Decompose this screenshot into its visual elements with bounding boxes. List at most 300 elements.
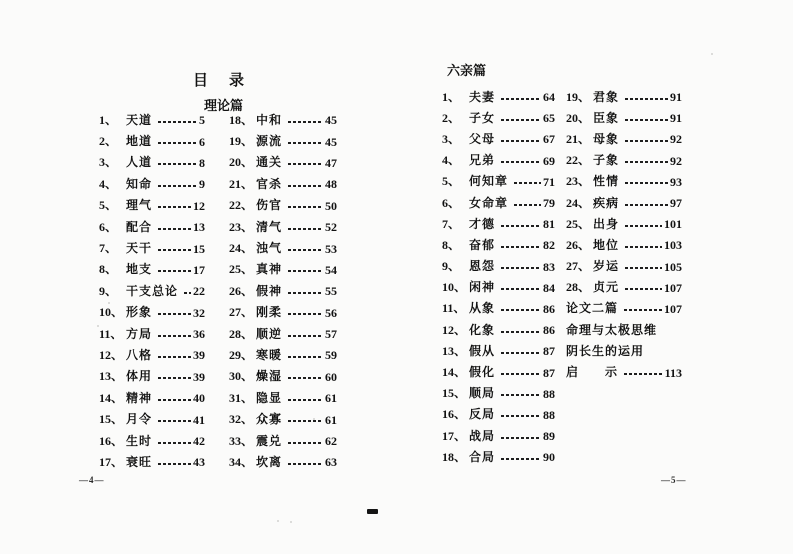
toc-entry [99, 387, 205, 408]
dash-leader [158, 335, 191, 337]
page-number-right: —5— [661, 475, 687, 485]
entry-title: 父母 [469, 131, 496, 146]
entry-number: 21、 [566, 131, 591, 146]
entry-page: 89 [543, 429, 555, 444]
entry-title: 论文二篇 [566, 301, 619, 316]
entry-page: 88 [543, 386, 555, 401]
entry-number: 15、 [99, 412, 124, 427]
entry-page: 88 [543, 407, 555, 422]
entry-number: 18、 [229, 112, 254, 127]
dash-leader [158, 163, 197, 165]
entry-title: 假从 [469, 343, 496, 358]
entry-number: 26、 [566, 237, 591, 252]
entry-page: 48 [325, 177, 337, 192]
entry-title: 清气 [256, 219, 283, 234]
entry-page: 32 [193, 305, 205, 320]
entry-title: 战局 [469, 428, 496, 443]
entry-page: 52 [325, 220, 337, 235]
entry-page: 67 [543, 132, 555, 147]
entry-title: 知命 [126, 176, 153, 191]
entry-title: 地道 [126, 134, 153, 149]
entry-number: 28、 [566, 280, 591, 295]
toc-entry [229, 302, 337, 323]
section-header-theory: 理论篇 [204, 98, 244, 113]
entry-title: 假化 [469, 365, 496, 380]
entry-number: 19、 [229, 134, 254, 149]
toc-entry [566, 319, 682, 340]
toc-entry [229, 430, 337, 451]
entry-page: 81 [543, 217, 555, 232]
toc-entry [99, 323, 205, 344]
toc-entry [566, 298, 682, 319]
dash-leader [288, 249, 323, 251]
entry-number: 2、 [99, 134, 118, 149]
entry-number: 14、 [442, 365, 467, 380]
entry-number: 4、 [99, 176, 118, 191]
entry-title: 月令 [126, 412, 153, 427]
dash-leader [625, 225, 662, 227]
entry-page: 61 [325, 391, 337, 406]
entry-page: 86 [543, 301, 555, 316]
entry-title: 八格 [126, 347, 153, 362]
dash-leader [158, 463, 191, 465]
toc-entry [566, 150, 682, 171]
entry-title: 地位 [593, 237, 620, 252]
toc-entry [442, 446, 555, 467]
entry-page: 55 [325, 284, 337, 299]
entry-page: 101 [664, 217, 682, 232]
entry-page: 107 [664, 301, 682, 316]
toc-entry [229, 451, 337, 472]
entry-title: 顺逆 [256, 326, 283, 341]
entry-page: 17 [193, 262, 205, 277]
toc-entry [99, 366, 205, 387]
toc-entry [229, 130, 337, 151]
toc-entry [566, 192, 682, 213]
toc-entry [99, 344, 205, 365]
toc-entry [442, 171, 555, 192]
entry-title: 何知章 [469, 174, 509, 189]
toc-entry [566, 277, 682, 298]
left-page-column-2 [229, 109, 337, 473]
toc-entry [99, 109, 205, 130]
entry-title: 从象 [469, 301, 496, 316]
toc-entry [229, 259, 337, 280]
entry-page: 59 [325, 348, 337, 363]
entry-number: 22、 [566, 153, 591, 168]
entry-page: 86 [543, 323, 555, 338]
entry-title: 母象 [593, 131, 620, 146]
entry-title: 理气 [126, 198, 153, 213]
right-page-column-2 [566, 86, 682, 383]
entry-title: 地支 [126, 262, 153, 277]
dash-leader [288, 463, 323, 465]
dash-leader [624, 309, 662, 311]
toc-entry [566, 128, 682, 149]
toc-entry [566, 256, 682, 277]
dash-leader [158, 399, 191, 401]
entry-number: 23、 [566, 174, 591, 189]
toc-entry [442, 277, 555, 298]
entry-page: 42 [193, 434, 205, 449]
entry-title: 奋郁 [469, 237, 496, 252]
scan-speck [277, 520, 279, 522]
entry-title: 真神 [256, 262, 283, 277]
toc-entry [566, 107, 682, 128]
toc-entry [229, 366, 337, 387]
entry-page: 13 [193, 220, 205, 235]
entry-page: 65 [543, 111, 555, 126]
entry-title: 人道 [126, 155, 153, 170]
entry-number: 4、 [442, 153, 461, 168]
entry-title: 女命章 [469, 195, 509, 210]
dash-leader [625, 98, 668, 100]
entry-title: 形象 [126, 305, 153, 320]
dash-leader [158, 420, 191, 422]
entry-page: 40 [193, 391, 205, 406]
entry-number: 12、 [99, 347, 124, 362]
entry-title: 假神 [256, 283, 283, 298]
entry-title: 精神 [126, 390, 153, 405]
entry-title: 启 示 [566, 365, 619, 380]
dash-leader [158, 121, 197, 123]
entry-number: 9、 [99, 283, 118, 298]
entry-page: 92 [670, 153, 682, 168]
entry-title: 兄弟 [469, 153, 496, 168]
scan-speck [290, 521, 292, 523]
entry-page: 87 [543, 365, 555, 380]
dash-leader [158, 313, 191, 315]
dash-leader [288, 228, 323, 230]
entry-page: 113 [664, 365, 682, 380]
entry-title: 阴长生的运用 [566, 343, 645, 358]
entry-title: 震兑 [256, 433, 283, 448]
entry-page: 92 [670, 132, 682, 147]
entry-number: 6、 [442, 195, 461, 210]
toc-entry [99, 216, 205, 237]
entry-title: 通关 [256, 155, 283, 170]
toc-entry [229, 195, 337, 216]
entry-page: 93 [670, 174, 682, 189]
toc-entry [442, 361, 555, 382]
toc-entry [99, 408, 205, 429]
toc-entry [442, 107, 555, 128]
section-header-six-relations: 六亲篇 [447, 63, 487, 78]
entry-page: 39 [193, 369, 205, 384]
dash-leader [501, 267, 541, 269]
entry-number: 34、 [229, 454, 254, 469]
dash-leader [158, 206, 191, 208]
toc-entry [229, 152, 337, 173]
toc-entry [99, 302, 205, 323]
dash-leader [625, 119, 668, 121]
toc-entry [99, 195, 205, 216]
entry-number: 2、 [442, 110, 461, 125]
entry-page: 63 [325, 455, 337, 470]
entry-title: 夫妻 [469, 89, 496, 104]
dash-leader [624, 373, 663, 375]
entry-number: 23、 [229, 219, 254, 234]
entry-title: 才德 [469, 216, 496, 231]
entry-page: 45 [325, 113, 337, 128]
dash-leader [288, 121, 323, 123]
toc-entry [229, 173, 337, 194]
entry-number: 13、 [99, 369, 124, 384]
entry-number: 7、 [99, 241, 118, 256]
entry-page: 45 [325, 134, 337, 149]
dash-leader [184, 292, 191, 294]
toc-entry [229, 323, 337, 344]
entry-page: 62 [325, 434, 337, 449]
entry-title: 天道 [126, 112, 153, 127]
entry-number: 13、 [442, 343, 467, 358]
entry-page: 91 [670, 90, 682, 105]
dash-leader [625, 288, 662, 290]
ink-mark [367, 509, 378, 514]
dash-leader [501, 331, 541, 333]
toc-entry [99, 152, 205, 173]
toc-entry [442, 383, 555, 404]
entry-title: 寒暖 [256, 347, 283, 362]
entry-page: 90 [543, 450, 555, 465]
entry-page: 107 [664, 280, 682, 295]
entry-number: 33、 [229, 433, 254, 448]
entry-number: 12、 [442, 322, 467, 337]
toc-entry [566, 86, 682, 107]
entry-title: 天干 [126, 241, 153, 256]
dash-leader [288, 356, 323, 358]
entry-title: 坎离 [256, 454, 283, 469]
entry-title: 合局 [469, 449, 496, 464]
entry-number: 28、 [229, 326, 254, 341]
entry-page: 91 [670, 111, 682, 126]
toc-title: 目 录 [193, 73, 248, 89]
entry-title: 子象 [593, 153, 620, 168]
entry-number: 11、 [99, 326, 123, 341]
entry-number: 20、 [566, 110, 591, 125]
dash-leader [288, 292, 323, 294]
entry-title: 方局 [126, 326, 153, 341]
entry-page: 79 [543, 196, 555, 211]
dash-leader [501, 140, 541, 142]
entry-title: 衰旺 [126, 454, 153, 469]
entry-title: 疾病 [593, 195, 620, 210]
entry-number: 5、 [99, 198, 118, 213]
right-page-column-1 [442, 86, 555, 467]
scan-speck [108, 302, 110, 304]
toc-entry [229, 280, 337, 301]
dash-leader [288, 442, 323, 444]
entry-title: 干支总论 [126, 283, 179, 298]
toc-entry [229, 344, 337, 365]
dash-leader [625, 246, 662, 248]
entry-number: 16、 [99, 433, 124, 448]
entry-number: 25、 [229, 262, 254, 277]
entry-title: 子女 [469, 110, 496, 125]
dash-leader [288, 163, 323, 165]
dash-leader [501, 288, 541, 290]
entry-number: 5、 [442, 174, 461, 189]
dash-leader [158, 249, 191, 251]
entry-title: 臣象 [593, 110, 620, 125]
entry-page: 69 [543, 153, 555, 168]
dash-leader [158, 142, 197, 144]
toc-entry [442, 425, 555, 446]
entry-title: 中和 [256, 112, 283, 127]
entry-number: 21、 [229, 176, 254, 191]
entry-page: 82 [543, 238, 555, 253]
entry-number: 31、 [229, 390, 254, 405]
dash-leader [625, 182, 668, 184]
dash-leader [288, 399, 323, 401]
dash-leader [501, 458, 541, 460]
entry-number: 29、 [229, 347, 254, 362]
toc-entry [442, 234, 555, 255]
entry-number: 6、 [99, 219, 118, 234]
entry-number: 27、 [566, 259, 591, 274]
entry-page: 105 [664, 259, 682, 274]
dash-leader [158, 228, 191, 230]
toc-entry [442, 192, 555, 213]
dash-leader [288, 142, 323, 144]
scan-speck [711, 53, 713, 55]
entry-number: 19、 [566, 89, 591, 104]
entry-title: 浊气 [256, 241, 283, 256]
entry-number: 8、 [442, 237, 461, 252]
entry-page: 41 [193, 412, 205, 427]
entry-page: 47 [325, 155, 337, 170]
entry-title: 生时 [126, 433, 153, 448]
toc-entry [442, 86, 555, 107]
dash-leader [501, 415, 541, 417]
entry-number: 1、 [442, 89, 461, 104]
toc-entry [566, 234, 682, 255]
dash-leader [158, 442, 191, 444]
dash-leader [501, 437, 541, 439]
entry-page: 15 [193, 241, 205, 256]
dash-leader [288, 335, 323, 337]
entry-page: 5 [199, 113, 205, 128]
dash-leader [158, 185, 197, 187]
toc-entry [229, 408, 337, 429]
toc-entry [99, 130, 205, 151]
entry-page: 53 [325, 241, 337, 256]
dash-leader [288, 420, 323, 422]
entry-page: 36 [193, 327, 205, 342]
entry-number: 1、 [99, 112, 118, 127]
toc-entry [566, 340, 682, 361]
entry-title: 岁运 [593, 259, 620, 274]
toc-entry [99, 237, 205, 258]
dash-leader [501, 373, 541, 375]
entry-number: 24、 [566, 195, 591, 210]
dash-leader [501, 119, 541, 121]
entry-number: 11、 [442, 301, 466, 316]
dash-leader [514, 182, 541, 184]
toc-entry [229, 216, 337, 237]
toc-entry [99, 430, 205, 451]
dash-leader [288, 270, 323, 272]
toc-entry [442, 340, 555, 361]
entry-number: 22、 [229, 198, 254, 213]
entry-title: 出身 [593, 216, 620, 231]
dash-leader [501, 161, 541, 163]
entry-title: 官杀 [256, 176, 283, 191]
entry-page: 87 [543, 344, 555, 359]
dash-leader [288, 313, 323, 315]
toc-entry [229, 387, 337, 408]
entry-number: 9、 [442, 259, 461, 274]
entry-page: 103 [664, 238, 682, 253]
entry-page: 6 [199, 134, 205, 149]
entry-page: 43 [193, 455, 205, 470]
dash-leader [625, 161, 668, 163]
toc-entry [442, 256, 555, 277]
entry-page: 61 [325, 412, 337, 427]
toc-entry [442, 213, 555, 234]
toc-entry [229, 237, 337, 258]
entry-title: 性情 [593, 174, 620, 189]
entry-title: 众寡 [256, 412, 283, 427]
entry-title: 命理与太极思维 [566, 322, 658, 337]
toc-entry [442, 404, 555, 425]
entry-number: 3、 [99, 155, 118, 170]
dash-leader [625, 204, 668, 206]
dash-leader [625, 267, 662, 269]
entry-number: 25、 [566, 216, 591, 231]
entry-page: 57 [325, 327, 337, 342]
entry-number: 27、 [229, 305, 254, 320]
entry-page: 54 [325, 262, 337, 277]
toc-entry [442, 128, 555, 149]
toc-entry [99, 259, 205, 280]
entry-number: 7、 [442, 216, 461, 231]
toc-entry [99, 280, 205, 301]
toc-entry [442, 298, 555, 319]
dash-leader [501, 309, 541, 311]
toc-entry [566, 361, 682, 382]
entry-title: 刚柔 [256, 305, 283, 320]
entry-title: 隐显 [256, 390, 283, 405]
entry-title: 恩怨 [469, 259, 496, 274]
entry-number: 18、 [442, 449, 467, 464]
entry-page: 83 [543, 259, 555, 274]
entry-title: 源流 [256, 134, 283, 149]
dash-leader [288, 185, 323, 187]
dash-leader [625, 140, 668, 142]
entry-number: 17、 [442, 428, 467, 443]
dash-leader [158, 356, 191, 358]
toc-entry [566, 171, 682, 192]
dash-leader [158, 270, 191, 272]
scan-speck [313, 418, 315, 420]
entry-number: 24、 [229, 241, 254, 256]
dash-leader [501, 394, 541, 396]
toc-entry [442, 150, 555, 171]
entry-number: 32、 [229, 412, 254, 427]
entry-title: 化象 [469, 322, 496, 337]
entry-number: 16、 [442, 407, 467, 422]
dash-leader [288, 377, 323, 379]
dash-leader [501, 225, 541, 227]
toc-entry [229, 109, 337, 130]
entry-page: 12 [193, 198, 205, 213]
entry-number: 30、 [229, 369, 254, 384]
entry-page: 50 [325, 198, 337, 213]
entry-number: 14、 [99, 390, 124, 405]
dash-leader [158, 377, 191, 379]
entry-number: 10、 [442, 280, 467, 295]
